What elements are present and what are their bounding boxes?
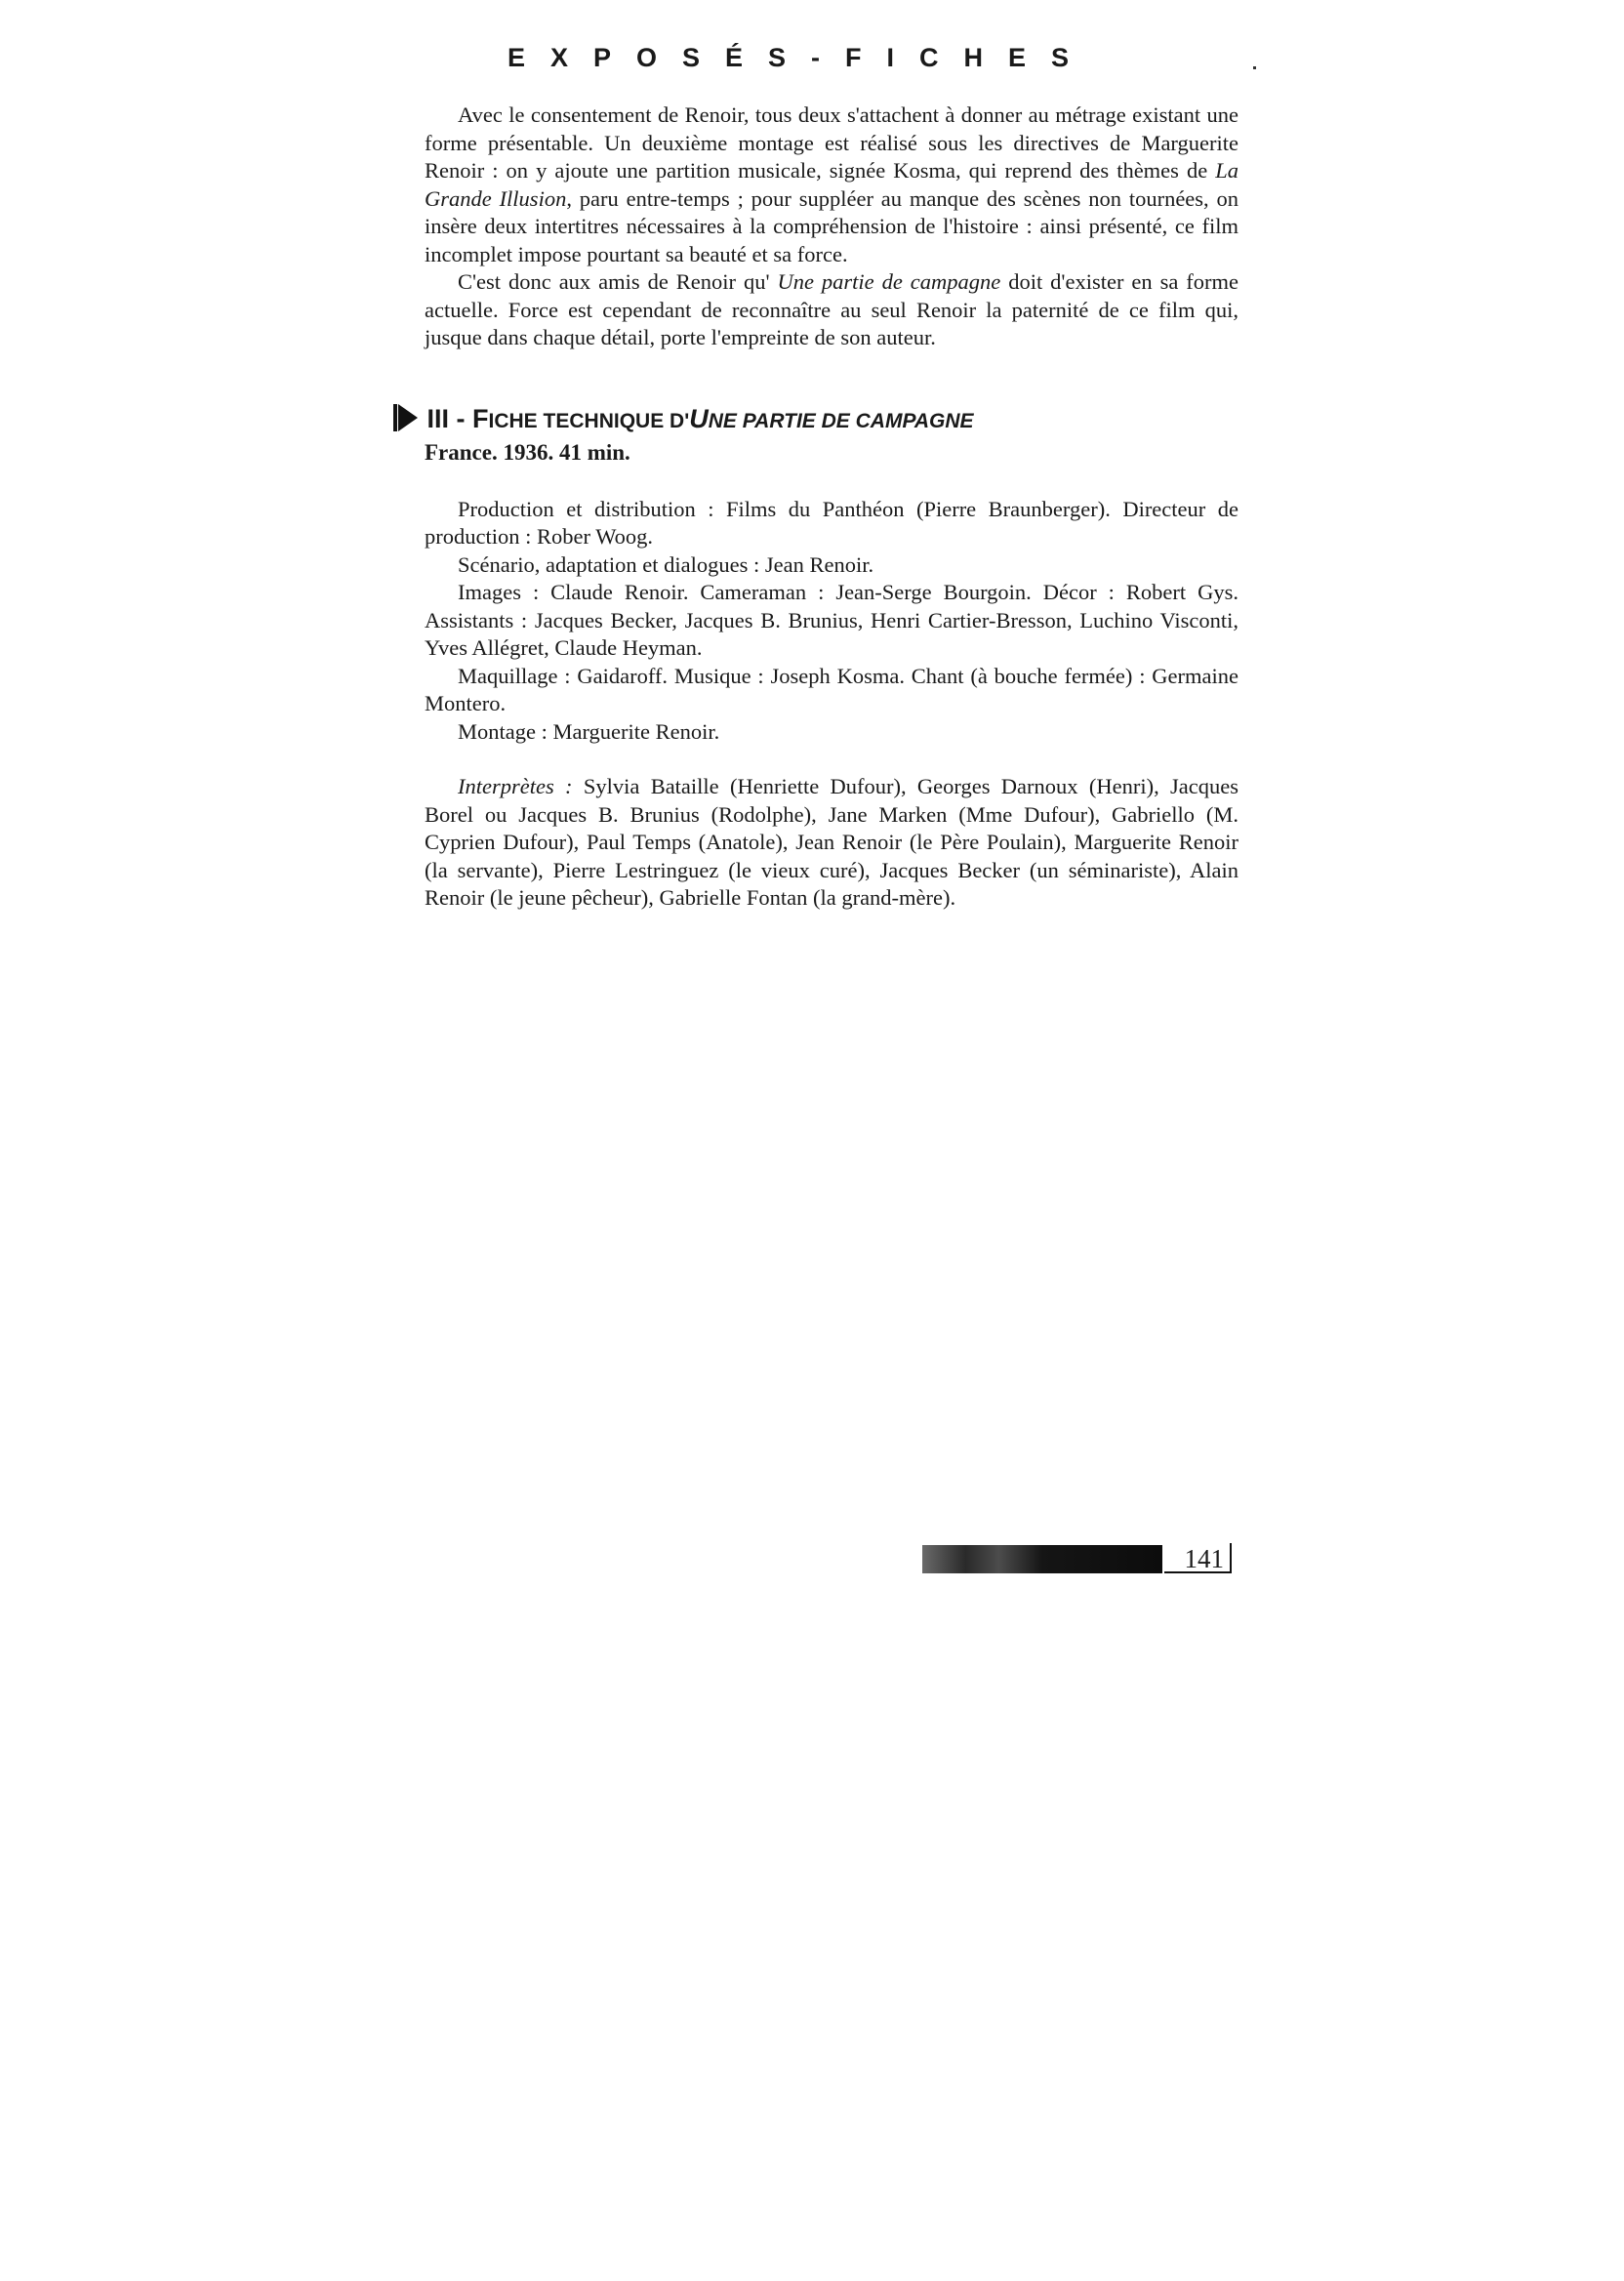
paragraph-montage bbox=[425, 102, 1238, 268]
cast-list: Sylvia Bataille (Henriette Dufour), Georges Darnoux (Henri), Jacques Borel ou Jacques B. Brunius (Rodolphe), Jane Marken (Mme Dufour), Gabriello (M. Cyprien Dufour), Paul Temps (Anatole), Jean Renoir (le Père Poulain), Marguerite Renoir (la servante), Pierre Lestringuez (le vieux curé), Jacques Becker (un séminariste), Alain Renoir (le jeune pêcheur), Gabrielle Fontan (la grand-mère). bbox=[425, 774, 1238, 910]
paragraph-text: doit d'exister en sa forme actuelle. Force est cependant de reconnaître au seul Renoir la paternité de ce film qui, jusque dans chaque détail, porte l'empreinte de son auteur. bbox=[425, 269, 1238, 349]
cast-label: Interprètes : bbox=[458, 774, 573, 798]
credit-scenario: Scénario, adaptation et dialogues : Jean Renoir. bbox=[458, 551, 874, 577]
credit-production: Production et distribution : Films du Panthéon (Pierre Braunberger). Directeur de production : Rober Woog. bbox=[425, 496, 1238, 549]
print-mark bbox=[1253, 66, 1256, 69]
play-arrow-icon bbox=[398, 404, 418, 431]
section-heading bbox=[393, 403, 1238, 437]
paragraph-text: C'est donc aux amis de Renoir qu' bbox=[458, 269, 778, 294]
arrow-bar-icon bbox=[393, 404, 397, 431]
credit-montage: Montage : Marguerite Renoir. bbox=[458, 718, 720, 744]
page-body bbox=[425, 102, 1238, 913]
cast-paragraph bbox=[425, 773, 1238, 913]
section-title-italic: NE PARTIE DE CAMPAGNE bbox=[708, 409, 974, 432]
film-title-italic: La Grande Illusion bbox=[425, 158, 1238, 211]
credit-maquillage: Maquillage : Gaidaroff. Musique : Joseph Kosma. Chant (à bouche fermée) : Germaine Montero. bbox=[425, 663, 1238, 715]
cast-block bbox=[425, 773, 1238, 913]
credits-block bbox=[425, 496, 1238, 747]
film-title-italic: Une partie de campagne bbox=[777, 269, 1001, 294]
paragraph-conclusion bbox=[425, 268, 1238, 352]
section-subtitle: France. 1936. 41 min. bbox=[425, 439, 630, 465]
running-head: EXPOSÉS-FICHES bbox=[508, 43, 1095, 72]
section-title: ICHE TECHNIQUE D' bbox=[488, 409, 690, 432]
section-numeral: III - F bbox=[426, 403, 489, 433]
paragraph-text: , paru entre-temps ; pour suppléer au manque des scènes non tournées, on insère deux intertitres nécessaires à la compréhension de l'histoire : ainsi présenté, ce film incomplet impose pourtant sa beauté et sa force. bbox=[425, 185, 1238, 266]
footer-bar bbox=[922, 1545, 1162, 1573]
page-number: 141 bbox=[1164, 1543, 1232, 1573]
section-title-italic-cap: U bbox=[689, 403, 709, 433]
paragraph-text: Avec le consentement de Renoir, tous deux s'attachent à donner au métrage existant une forme présentable. Un deuxième montage est réalisé sous les directives de Marguerite Renoir : on y ajoute une partition musicale, signée Kosma, qui reprend des thèmes de bbox=[425, 102, 1238, 183]
credit-images: Images : Claude Renoir. Cameraman : Jean-Serge Bourgoin. Décor : Robert Gys. Assistants : Jacques Becker, Jacques B. Brunius, Henri Cartier-Bresson, Luchino Visconti, Yves Allégret, Claude Heyman. bbox=[425, 580, 1238, 660]
